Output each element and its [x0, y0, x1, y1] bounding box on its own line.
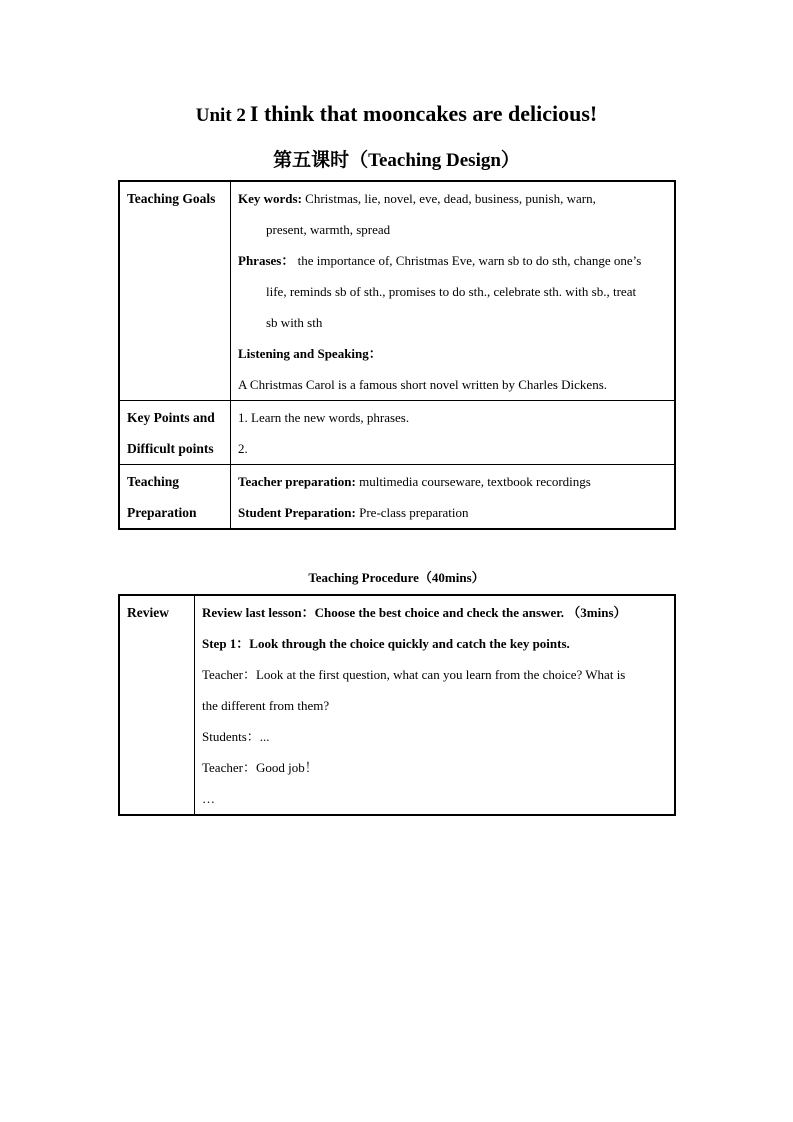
- phrases-line: [238, 245, 667, 276]
- ellipsis-line: …: [202, 791, 215, 806]
- student-prep-line: [238, 497, 667, 528]
- keypoint-item-2: 2.: [238, 441, 248, 456]
- keypoint-item-1: 1. Learn the new words, phrases.: [238, 410, 410, 425]
- preparation-label-line1: Teaching: [127, 474, 180, 489]
- keypoints-label: [119, 401, 231, 465]
- phrases-continuation-1: life, reminds sb of sth., promises to do sth., celebrate sth. with sb., treat: [266, 284, 637, 299]
- preparation-content: [231, 465, 676, 530]
- key-words-line: [238, 183, 667, 214]
- goals-content: [231, 181, 676, 401]
- review-heading: Review last lesson：Choose the best choice and check the answer. （3mins）: [202, 605, 627, 620]
- table-row-goals: [119, 181, 675, 401]
- teacher-prep-line: [238, 466, 667, 497]
- preparation-label: [119, 465, 231, 530]
- teaching-design-table: [118, 180, 676, 530]
- key-words-text: Christmas, lie, novel, eve, dead, business, punish, warn,: [301, 191, 596, 206]
- document-subtitle: 第五课时（Teaching Design）: [273, 150, 520, 171]
- document-title: [0, 101, 793, 127]
- key-words-continuation: present, warmth, spread: [266, 222, 391, 237]
- keypoints-label-line1: Key Points and: [127, 410, 215, 425]
- review-content: [195, 595, 676, 815]
- teacher-question-line: Teacher：Look at the first question, what can you learn from the choice? What is: [202, 667, 626, 682]
- procedure-title: Teaching Procedure（40mins）: [308, 570, 485, 585]
- table-row-preparation: [119, 465, 675, 530]
- phrases-label: Phrases：: [238, 253, 295, 268]
- teacher-question-continuation: the different from them?: [202, 698, 330, 713]
- table-row-review: [119, 595, 675, 815]
- preparation-label-line2: Preparation: [127, 505, 197, 520]
- student-prep-label: Student Preparation:: [238, 505, 356, 520]
- title-unit: Unit 2: [195, 105, 246, 126]
- listening-label: Listening and Speaking：: [238, 346, 382, 361]
- goals-label: Teaching Goals: [119, 181, 231, 401]
- keypoints-label-line2: Difficult points: [127, 441, 214, 456]
- teacher-feedback-line: Teacher：Good job！: [202, 760, 318, 775]
- listening-text: A Christmas Carol is a famous short novel written by Charles Dickens.: [238, 377, 608, 392]
- step-1-heading: Step 1：Look through the choice quickly and catch the key points.: [202, 636, 570, 651]
- key-words-label: Key words:: [238, 191, 302, 206]
- phrases-text: the importance of, Christmas Eve, warn sb to do sth, change one’s: [294, 253, 642, 268]
- teacher-prep-label: Teacher preparation:: [238, 474, 356, 489]
- teaching-procedure-table: [118, 594, 676, 816]
- table-row-keypoints: [119, 401, 675, 465]
- title-text: I think that mooncakes are delicious!: [249, 101, 598, 126]
- student-prep-text: Pre-class preparation: [355, 505, 469, 520]
- teacher-prep-text: multimedia courseware, textbook recordings: [355, 474, 591, 489]
- students-line: Students：...: [202, 729, 270, 744]
- phrases-continuation-2: sb with sth: [266, 315, 323, 330]
- review-label: Review: [119, 595, 195, 815]
- keypoints-content: [231, 401, 676, 465]
